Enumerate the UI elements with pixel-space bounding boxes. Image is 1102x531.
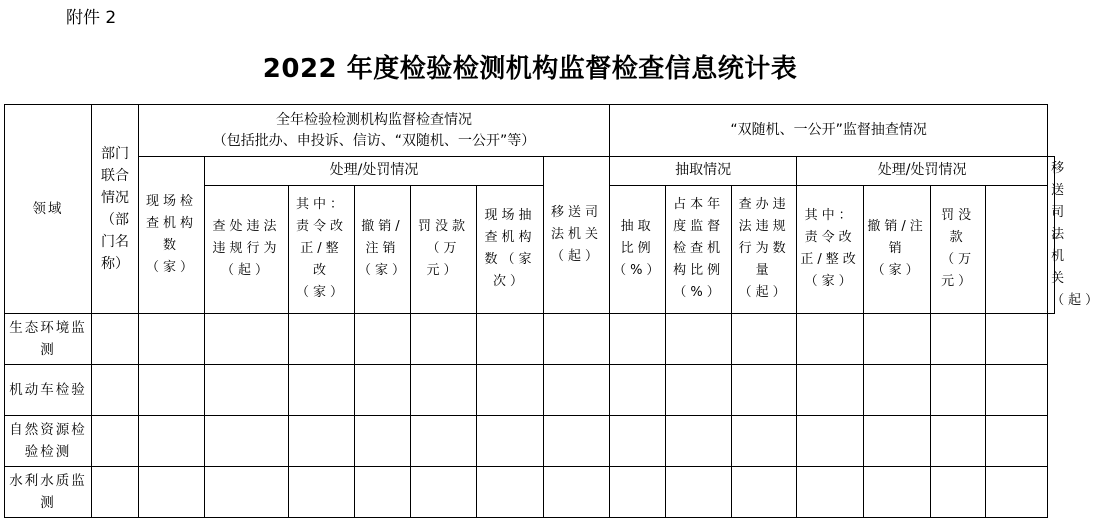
table-cell: [477, 314, 544, 365]
table-cell: [797, 365, 864, 416]
table-cell: [610, 365, 666, 416]
header-ordered-rectify-right: 其中：责令改正/整改（家）: [797, 185, 864, 313]
table-row: [5, 314, 1055, 365]
table-cell: [732, 314, 797, 365]
header-violations-handled: 查处违法违规行为（起）: [205, 185, 289, 313]
table-cell: [732, 416, 797, 467]
table-cell: [544, 467, 610, 518]
table-cell: [205, 467, 289, 518]
table-cell: [797, 467, 864, 518]
table-cell: [205, 365, 289, 416]
table-cell: [864, 365, 931, 416]
header-transferred-left: 移送司法机关（起）: [544, 157, 610, 314]
table-row: [5, 365, 1055, 416]
header-handling-right: 处理/处罚情况: [797, 157, 1048, 186]
header-dept-joint: 部门联合情况（部门名称）: [92, 105, 139, 314]
table-cell: [289, 467, 355, 518]
row-domain: 生态环境监测: [5, 314, 92, 365]
table-cell: [986, 467, 1048, 518]
table-cell: [411, 365, 477, 416]
table-cell: [477, 416, 544, 467]
header-revoked-left: 撤销/注销（家）: [355, 185, 411, 313]
table-cell: [92, 314, 139, 365]
table-cell: [732, 365, 797, 416]
table-cell: [139, 365, 205, 416]
header-fines-left: 罚没款（万元）: [411, 185, 477, 313]
table-cell: [544, 416, 610, 467]
full-year-group-line1: 全年检验检测机构监督检查情况: [276, 111, 473, 128]
table-cell: [139, 314, 205, 365]
table-cell: [931, 416, 986, 467]
table-cell: [610, 314, 666, 365]
header-sampling: 抽取情况: [610, 157, 797, 186]
table-cell: [931, 365, 986, 416]
header-revoked-right: 撤销/注销（家）: [864, 185, 931, 313]
table-cell: [289, 416, 355, 467]
table-cell: [477, 365, 544, 416]
table-cell: [477, 467, 544, 518]
table-cell: [139, 416, 205, 467]
header-random-group: “双随机、一公开”监督抽查情况: [610, 105, 1048, 157]
table-cell: [666, 314, 732, 365]
header-onsite-inspected: 现场检查机构数（家）: [139, 157, 205, 314]
table-cell: [544, 365, 610, 416]
table-row: [5, 467, 1055, 518]
row-domain: 自然资源检验检测: [5, 416, 92, 467]
header-full-year-group: [139, 105, 610, 157]
table-cell: [139, 467, 205, 518]
table-cell: [355, 416, 411, 467]
table-cell: [797, 416, 864, 467]
attachment-label: 附件 2: [66, 8, 117, 28]
table-cell: [92, 467, 139, 518]
header-domain: 领域: [5, 105, 92, 314]
table-cell: [610, 467, 666, 518]
table-cell: [355, 314, 411, 365]
table-cell: [355, 365, 411, 416]
header-handling-left: 处理/处罚情况: [205, 157, 544, 186]
table-cell: [411, 467, 477, 518]
table-cell: [205, 314, 289, 365]
table-cell: [610, 416, 666, 467]
table-cell: [864, 467, 931, 518]
row-domain: 机动车检验: [5, 365, 92, 416]
table-cell: [92, 416, 139, 467]
header-annual-ratio: 占本年度监督检查机构比例（%）: [666, 185, 732, 313]
table-cell: [289, 314, 355, 365]
table-cell: [732, 467, 797, 518]
header-fines-right: 罚没款（万元）: [931, 185, 986, 313]
statistics-table: [4, 104, 1102, 518]
table-cell: [986, 416, 1048, 467]
table-cell: [666, 365, 732, 416]
table-cell: [544, 314, 610, 365]
table-cell: [797, 314, 864, 365]
table-cell: [205, 416, 289, 467]
full-year-group-line2: （包括批办、申投诉、信访、“双随机、一公开”等）: [212, 132, 536, 149]
table-row: [5, 416, 1055, 467]
header-ordered-rectify-left: 其中：责令改正/整改（家）: [289, 185, 355, 313]
table-cell: [411, 416, 477, 467]
table-cell: [864, 314, 931, 365]
table-cell: [931, 467, 986, 518]
table-cell: [931, 314, 986, 365]
table-cell: [986, 314, 1048, 365]
table-cell: [666, 467, 732, 518]
table-cell: [411, 314, 477, 365]
table-cell: [666, 416, 732, 467]
table-cell: [864, 416, 931, 467]
row-domain: 水利水质监测: [5, 467, 92, 518]
table-cell: [355, 467, 411, 518]
header-sampling-ratio: 抽取比例（%）: [610, 185, 666, 313]
table-cell: [92, 365, 139, 416]
table-cell: [986, 365, 1048, 416]
page-title: 2022 年度检验检测机构监督检查信息统计表: [262, 54, 798, 84]
header-violations-count: 查办违法违规行为数量（起）: [732, 185, 797, 313]
table-cell: [289, 365, 355, 416]
header-transferred-right: 移送司法机关（起）: [1048, 157, 1055, 314]
header-onsite-sampled: 现场抽查机构数（家次）: [477, 185, 544, 313]
